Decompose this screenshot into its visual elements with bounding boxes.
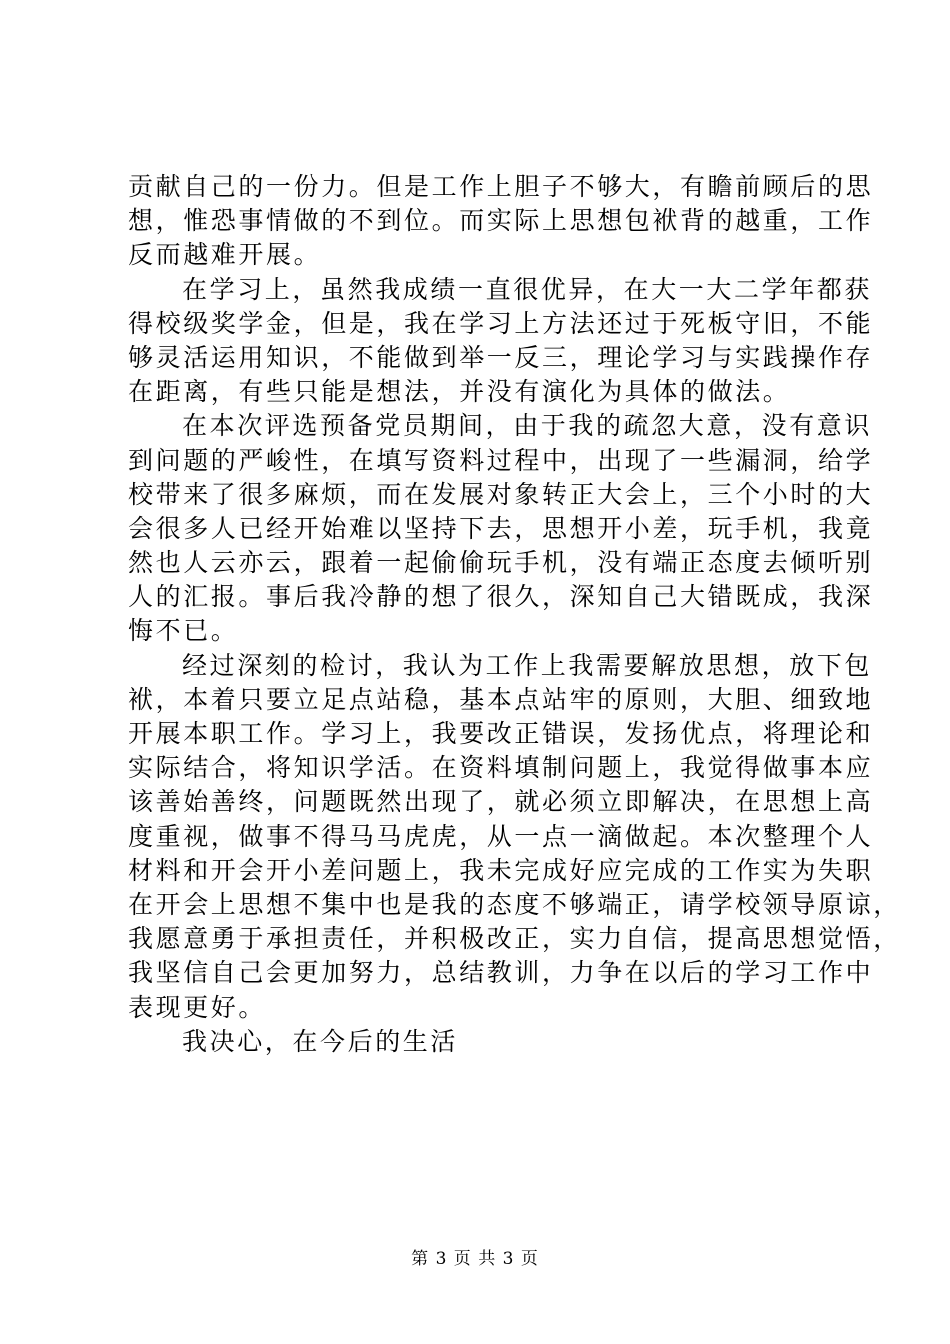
paragraph-start-line: 在学习上，虽然我成绩一直很优异，在大一大二学年都获 xyxy=(182,274,873,304)
text-line: 实际结合，将知识学活。在资料填制问题上，我觉得做事本应 xyxy=(128,753,874,783)
text-line: 表现更好。 xyxy=(128,992,267,1022)
text-line: 会很多人已经开始难以坚持下去，思想开小差，玩手机，我竟 xyxy=(128,513,874,543)
text-line: 校带来了很多麻烦，而在发展对象转正大会上，三个小时的大 xyxy=(128,479,874,509)
paragraph-start-line: 在本次评选预备党员期间，由于我的疏忽大意，没有意识 xyxy=(182,411,873,441)
paragraph-start-line: 我决心，在今后的生活 xyxy=(182,1026,459,1056)
text-line: 开展本职工作。学习上，我要改正错误，发扬优点，将理论和 xyxy=(128,719,874,748)
text-line: 反而越难开展。 xyxy=(128,240,322,270)
text-line: 悔不已。 xyxy=(128,616,239,646)
document-body xyxy=(128,170,901,1059)
text-line: 该善始善终，问题既然出现了，就必须立即解决，在思想上高 xyxy=(128,787,874,817)
text-line: 贡献自己的一份力。但是工作上胆子不够大，有瞻前顾后的思 xyxy=(128,172,874,201)
text-line: 到问题的严峻性，在填写资料过程中，出现了一些漏洞，给学 xyxy=(128,445,874,475)
page-indicator: 第 3 页 共 3 页 xyxy=(411,1249,539,1269)
text-line: 在距离，有些只能是想法，并没有演化为具体的做法。 xyxy=(128,377,791,407)
text-line: 人的汇报。事后我冷静的想了很久，深知自己大错既成，我深 xyxy=(128,582,874,612)
text-line: 材料和开会开小差问题上，我未完成好应完成的工作实为失职 xyxy=(128,855,874,885)
text-line: 我愿意勇于承担责任，并积极改正，实力自信，提高思想觉悟， xyxy=(128,924,901,954)
paragraph-start-line: 经过深刻的检讨，我认为工作上我需要解放思想，放下包 xyxy=(182,650,873,680)
text-line: 想，惟恐事情做的不到位。而实际上思想包袱背的越重，工作 xyxy=(128,206,874,236)
page-footer xyxy=(0,1244,950,1269)
text-line: 袱，本着只要立足点站稳，基本点站牢的原则，大胆、细致地 xyxy=(128,684,874,714)
text-line: 够灵活运用知识，不能做到举一反三，理论学习与实践操作存 xyxy=(128,342,874,372)
text-line: 然也人云亦云，跟着一起偷偷玩手机，没有端正态度去倾听别 xyxy=(128,548,874,578)
text-line: 在开会上思想不集中也是我的态度不够端正，请学校领导原谅， xyxy=(128,889,901,919)
text-line: 我坚信自己会更加努力，总结教训，力争在以后的学习工作中 xyxy=(128,958,874,988)
text-line: 度重视，做事不得马马虎虎，从一点一滴做起。本次整理个人 xyxy=(128,821,874,851)
text-line: 得校级奖学金，但是，我在学习上方法还过于死板守旧，不能 xyxy=(128,308,874,338)
